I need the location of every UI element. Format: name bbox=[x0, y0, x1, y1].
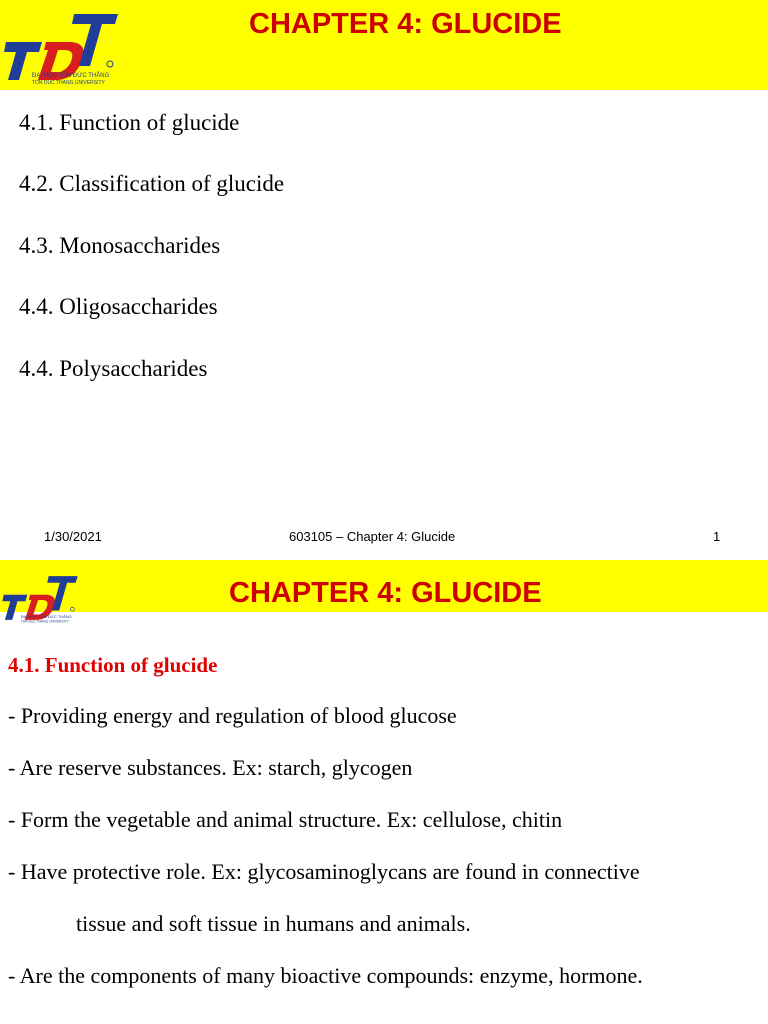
slide-header bbox=[0, 560, 768, 624]
toc-item: 4.1. Function of glucide bbox=[19, 110, 240, 135]
bullet-text: - Providing energy and regulation of blood glucose bbox=[8, 703, 457, 728]
bullet-list bbox=[8, 702, 643, 1014]
footer-course: 603105 – Chapter 4: Glucide bbox=[289, 529, 456, 544]
tdt-logo-icon bbox=[2, 8, 120, 86]
university-logo bbox=[2, 8, 120, 86]
bullet-text: - Are the components of many bioactive compounds: enzyme, hormone. bbox=[8, 963, 643, 988]
bullet-item bbox=[8, 858, 643, 938]
footer-date: 1/30/2021 bbox=[44, 529, 102, 544]
bullet-item bbox=[8, 962, 643, 990]
svg-text:ĐẠI HỌC TÔN ĐỨC THẮNG: ĐẠI HỌC TÔN ĐỨC THẮNG bbox=[32, 73, 110, 79]
svg-text:TON DUC THANG UNIVERSITY: TON DUC THANG UNIVERSITY bbox=[32, 80, 105, 86]
slide-title: CHAPTER 4: GLUCIDE bbox=[249, 8, 562, 40]
toc-item: 4.2. Classification of glucide bbox=[19, 171, 285, 197]
tdt-logo-icon bbox=[1, 572, 79, 624]
university-logo bbox=[1, 572, 79, 624]
slide-title: CHAPTER 4: GLUCIDE bbox=[229, 577, 542, 609]
footer-page-number: 1 bbox=[713, 529, 721, 544]
svg-text:TON DUC THANG UNIVERSITY: TON DUC THANG UNIVERSITY bbox=[20, 619, 69, 624]
bullet-item bbox=[8, 754, 643, 782]
toc-item: 4.3. Monosaccharides bbox=[19, 232, 221, 258]
toc-item: 4.4. Oligosaccharides bbox=[19, 294, 218, 320]
slide-2 bbox=[0, 560, 768, 1024]
bullet-text: - Form the vegetable and animal structure. Ex: cellulose, chitin bbox=[8, 807, 563, 832]
table-of-contents bbox=[19, 108, 284, 415]
section-heading: 4.1. Function of glucide bbox=[8, 653, 218, 677]
bullet-item bbox=[8, 702, 643, 730]
svg-text:ĐẠI HỌC TÔN ĐỨC THẮNG: ĐẠI HỌC TÔN ĐỨC THẮNG bbox=[20, 613, 72, 619]
toc-item: 4.4. Polysaccharides bbox=[19, 355, 208, 381]
bullet-text: - Have protective role. Ex: glycosaminoglycans are found in connective bbox=[8, 859, 640, 884]
bullet-continuation: tissue and soft tissue in humans and animals. bbox=[76, 911, 471, 936]
bullet-item bbox=[8, 806, 643, 834]
bullet-text: - Are reserve substances. Ex: starch, glycogen bbox=[8, 755, 413, 780]
slide-header bbox=[0, 0, 768, 90]
